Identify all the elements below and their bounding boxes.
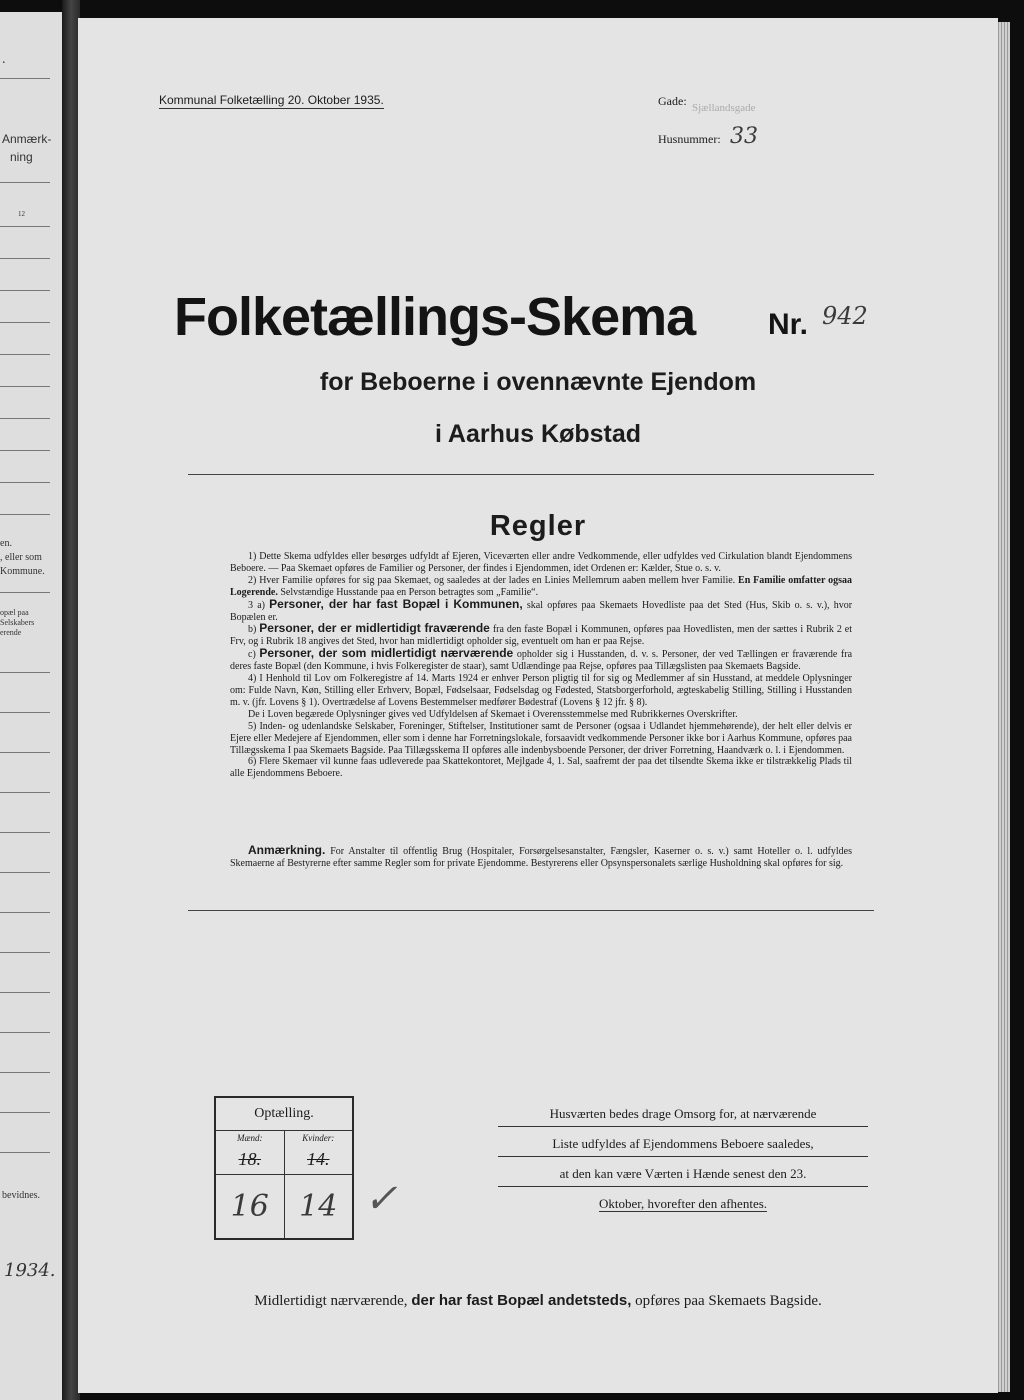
form-subtitle: for Beboerne i ovennævnte Ejendom — [319, 368, 757, 396]
count-col-women: Kvinder: — [302, 1133, 335, 1144]
form-location: i Aarhus Købstad — [434, 420, 642, 448]
left-page-text: Anmærk- — [2, 132, 52, 146]
census-header-label: Kommunal Folketælling 20. Oktober 1935. — [159, 93, 384, 107]
left-page-text: ning — [10, 150, 33, 164]
left-page-text: en. — [0, 538, 12, 549]
remark-body: For Anstalter til offentlig Brug (Hospitaler, Forsørgelsesanstalter, Fængsler, Kaserner o. s. v.) samt Hoteller o. l. udfyldes Skemaerne af Bestyrerne efter samme Regler som for private Ejendomme. Bestyrerens eller Opsynspersonalets særlige Husholdning skal opføres for sig. — [230, 846, 852, 869]
left-page-rule — [0, 672, 50, 673]
form-nr-label: Nr. — [768, 308, 809, 341]
left-page-rule — [0, 792, 50, 793]
left-page-rule — [0, 952, 50, 953]
check-mark-icon: ✓ — [364, 1176, 398, 1222]
house-number-label: Husnummer: — [658, 132, 721, 146]
left-page-text: erende — [0, 628, 22, 637]
left-page-rule — [0, 832, 50, 833]
footer-bold: der har fast Bopæl andetsteds, — [411, 1292, 632, 1309]
instruction-line-2: Liste udfyldes af Ejendommens Beboere saaledes, — [498, 1132, 868, 1157]
instruction-line-4-wrap — [498, 1192, 868, 1216]
left-page-rule — [0, 1152, 50, 1153]
street-label: Gade: — [658, 94, 687, 108]
left-page-text: Kommune. — [0, 566, 45, 577]
instruction-line-3: at den kan være Værten i Hænde senest den 23. — [498, 1162, 868, 1187]
page-stack-edge — [996, 22, 1010, 1392]
count-women-value: 14 — [299, 1188, 338, 1224]
left-page-rule — [0, 992, 50, 993]
left-page-text: , eller som — [0, 552, 42, 563]
left-page-rule — [0, 226, 50, 227]
rules-heading: Regler — [489, 510, 587, 542]
left-page-rule — [0, 258, 50, 259]
rule-5: 5) Inden- og udenlandske Selskaber, Foreninger, Stiftelser, Institutioner samt de Personer (ogsaa i Udlandet hjemmehørende), der helt eller delvis er Ejere eller Medejere af Ejendommen, eller som i denne har Forretningslokale, forsaavidt vedkommende Personer ikke bor i Aarhus Kommune, opføres paa Tillægsskema I paa Skemaets Bagside. Paa Tillægsskema II opføres alle indenbysboende Personer, der driver Forretning, Haandværk o. l. i Ejendommen. — [230, 720, 852, 756]
rule-1: 1) Dette Skema udfyldes eller besørges udfyldt af Ejeren, Viceværten eller andre Vedkommende, eller udfyldes ved Cirkulation blandt Ejendommens Beboere. — Paa Skemaet opføres de Familier og Personer, der findes i Ejendommen, idet Ordenen er: Kælder, Stue o. s. v. — [230, 551, 852, 574]
left-page-rule — [0, 592, 50, 593]
footer-post: opføres paa Skemaets Bagside. — [635, 1293, 822, 1309]
count-box — [214, 1096, 354, 1240]
left-page-text: . — [2, 52, 6, 67]
left-page-rule — [0, 418, 50, 419]
left-page-rule — [0, 290, 50, 291]
footer-note — [78, 1292, 998, 1310]
rule-3c: c) Personer, der som midlertidigt nærværende opholder sig i Husstanden, d. v. s. Personer, der ved Tællingen er fraværende fra deres faste Bopæl (den Kommune, i hvis Folkeregister de staar), samt Udlændinge paa Rejse, opføres paa Tillægslisten paa Skemaets Bagside. — [230, 646, 853, 673]
left-page-rule — [0, 450, 50, 451]
left-page-rule — [0, 872, 50, 873]
section-divider — [188, 474, 874, 475]
count-men-value: 16 — [216, 1174, 284, 1238]
left-page-rule — [0, 912, 50, 913]
remark-label: Anmærkning. — [248, 843, 326, 857]
left-page-text: opæl paa — [0, 608, 29, 617]
section-divider — [188, 910, 874, 911]
count-col-men: Mænd: — [216, 1130, 284, 1146]
left-page-rule — [0, 1032, 50, 1033]
left-page-rule — [0, 322, 50, 323]
rule-3a: 3 a) Personer, der har fast Bopæl i Kommunen, skal opføres paa Skemaets Hovedliste paa det Sted (Hus, Skib o. s. v.), hvor Bopælen er. — [230, 596, 853, 623]
left-page-rule — [0, 712, 50, 713]
left-page-rule — [0, 752, 50, 753]
left-page-rule — [0, 386, 50, 387]
remark-text — [230, 844, 852, 870]
rules-text — [230, 551, 852, 780]
count-women-struck: 14. — [284, 1146, 352, 1174]
left-page-rule — [0, 354, 50, 355]
left-page-rule — [0, 514, 50, 515]
left-adjacent-page — [0, 12, 64, 1400]
count-table — [216, 1098, 352, 1238]
count-men-struck: 18. — [216, 1146, 284, 1174]
left-page-text: 12 — [18, 210, 25, 218]
left-page-rule — [0, 182, 50, 183]
street-stamp: Sjællandsgade — [692, 102, 756, 114]
left-page-rule — [0, 1072, 50, 1073]
census-form-page — [78, 18, 998, 1393]
left-page-handwriting: 1934. — [4, 1260, 56, 1281]
footer-pre: Midlertidigt nærværende, — [254, 1293, 408, 1309]
rule-3b: b) Personer, der er midlertidigt fraværende fra den faste Bopæl i Kommunen, opføres paa Hovedlisten, men der sættes i Rubrik 2 et Frv, og i Rubrik 18 angives det Sted, hvor han midlertidigt opholder sig, eventuelt om han er paa Rejse. — [230, 621, 853, 648]
left-page-text: Selskabers — [0, 618, 35, 627]
house-number-handwritten: 33 — [730, 124, 758, 149]
form-nr-handwritten: 942 — [822, 302, 868, 330]
instruction-line-4: Oktober, hvorefter den afhentes. — [598, 1196, 768, 1211]
left-page-rule — [0, 1112, 50, 1113]
rule-2: 2) Hver Familie opføres for sig paa Skemaet, og saaledes at der lades en Linies Mellemrum aaben mellem hver Familie. En Familie omfatter ogsaa Logerende. Selvstændige Husstande paa en Person betragtes som „Familie“. — [230, 574, 853, 598]
count-box-title: Optælling. — [216, 1098, 352, 1130]
left-page-text: bevidnes. — [2, 1190, 41, 1201]
rule-6: 6) Flere Skemaer vil kunne faas udleverede paa Skattekontoret, Mejlgade 4, 1. Sal, saafremt der paa det tilsendte Skema ikke er tilstrækkelig Plads til alle Ejendommens Beboere. — [230, 756, 852, 780]
instruction-line-1: Husværten bedes drage Omsorg for, at nærværende — [498, 1102, 868, 1127]
form-main-title: Folketællings-Skema — [174, 287, 696, 347]
left-page-rule — [0, 482, 50, 483]
left-page-rule — [0, 78, 50, 79]
rule-4-note: De i Loven begærede Oplysninger gives ved Udfyldelsen af Skemaet i Overensstemmelse med Rubrikkernes Overskrifter. — [248, 708, 738, 720]
rule-4: 4) I Henhold til Lov om Folkeregistre af 14. Marts 1924 er enhver Person pligtig til for sig og Medlemmer af sin Husstand, at meddele Oplysninger om: Fulde Navn, Køn, Stilling eller Erhverv, Bopæl, Fødselsaar, Fødselsdag og Fødested, Statsborgerforhold, ægteskabelig Stilling, Stilling i Husstanden m. v. (jfr. Lovens § 1). Overtrædelse af Lovens Bestemmelser medfører Bødestraf (Lovens § 12 jfr. § 8). — [230, 673, 852, 708]
